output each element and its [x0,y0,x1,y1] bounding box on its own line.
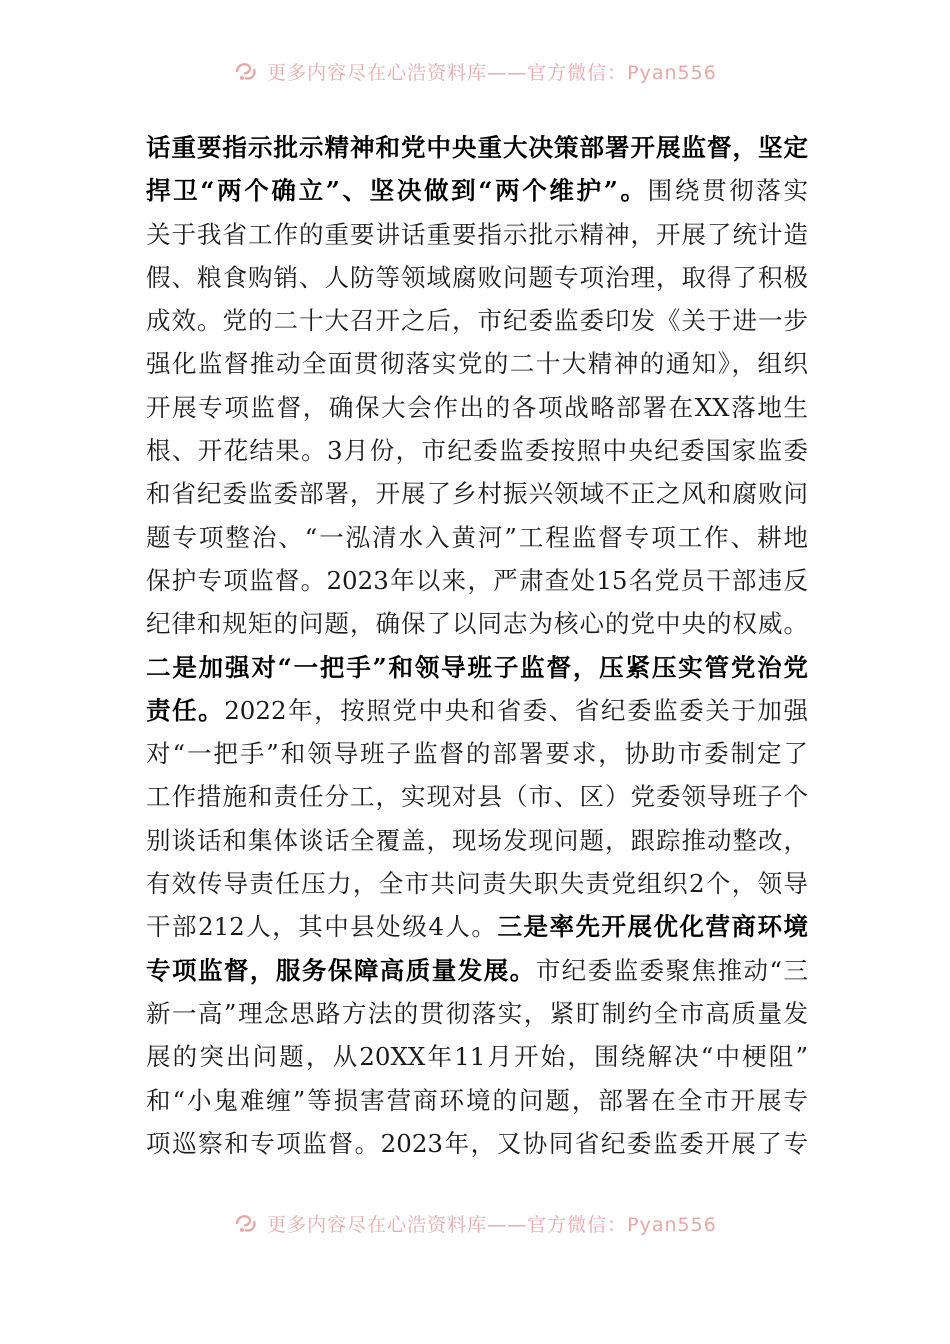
brand-logo-icon [233,1210,259,1236]
text-line [146,905,808,948]
text-line [146,646,808,689]
body-text: 工作措施和责任分工，实现对县（市、区）党委领导班子个 [146,782,808,812]
text-line [146,1122,808,1165]
bold-heading-text: 捍卫“两个确立”、坚决做到“两个维护”。 [146,176,648,206]
body-text: 题专项整治、“一泓清水入黄河”工程监督专项工作、耕地 [146,522,808,552]
body-text: 成效。党的二十大召开之后，市纪委监委印发《关于进一步 [146,306,808,336]
text-line [146,386,808,429]
text-line [146,689,808,732]
body-text: 项巡察和专项监督。2023年，又协同省纪委监委开展了专 [146,1128,808,1158]
text-line [146,516,808,559]
text-line [146,819,808,862]
body-text: 对“一把手”和领导班子监督的部署要求，协助市委制定了 [146,739,808,769]
text-line [146,559,808,602]
body-text: 干部212人，其中县处级4人。 [146,912,498,942]
body-text: 假、粮食购销、人防等领域腐败问题专项治理，取得了积极 [146,262,808,292]
footer-banner [0,1208,950,1238]
header-banner-text: 更多内容尽在心浩资料库——官方微信：Pyan556 [267,61,717,84]
body-text: 保护专项监督。2023年以来，严肃查处15名党员干部违反 [146,565,808,595]
body-text: 有效传导责任压力，全市共问责失职失责党组织2个，领导 [146,869,808,899]
text-line [146,1035,808,1078]
body-text: 市纪委监委聚焦推动“三 [535,955,808,985]
body-text: 根、开花结果。3月份，市纪委监委按照中央纪委国家监委 [146,436,808,466]
text-line [146,256,808,299]
text-line [146,429,808,472]
text-line [146,602,808,645]
text-line [146,1079,808,1122]
body-text: 新一高”理念思路方法的贯彻落实，紧盯制约全市高质量发 [146,998,808,1028]
text-line [146,732,808,775]
bold-heading-text: 三是率先开展优化营商环境 [497,912,809,942]
body-text: 和“小鬼难缠”等损害营商环境的问题，部署在全市开展专 [146,1085,808,1115]
text-line [146,949,808,992]
bold-heading-text: 责任。 [146,695,225,725]
text-line [146,862,808,905]
body-text: 别谈话和集体谈话全覆盖，现场发现问题，跟踪推动整改， [146,825,808,855]
bold-heading-text: 话重要指示批示精神和党中央重大决策部署开展监督，坚定 [146,133,808,162]
text-line [146,472,808,515]
body-paragraphs [146,126,808,1165]
text-line [146,126,808,169]
body-text: 纪律和规矩的问题，确保了以同志为核心的党中央的权威。 [146,609,808,639]
text-line [146,992,808,1035]
body-text: 展的突出问题，从20XX年11月开始，围绕解决“中梗阻” [146,1042,808,1072]
body-text: 和省纪委监委部署，开展了乡村振兴领域不正之风和腐败问 [146,479,808,509]
text-line [146,775,808,818]
body-text: 关于我省工作的重要讲话重要指示批示精神，开展了统计造 [146,219,808,249]
text-line [146,169,808,212]
body-text: 强化监督推动全面贯彻落实党的二十大精神的通知》，组织 [146,349,808,379]
body-text: 开展专项监督，确保大会作出的各项战略部署在XX落地生 [146,392,808,422]
body-text: 围绕贯彻落实 [647,176,808,206]
text-line [146,213,808,256]
header-banner [0,56,950,86]
footer-banner-text: 更多内容尽在心浩资料库——官方微信：Pyan556 [267,1213,717,1236]
body-text: 2022年，按照党中央和省委、省纪委监委关于加强 [224,695,808,725]
text-line [146,299,808,342]
text-line [146,342,808,385]
bold-heading-text: 二是加强对“一把手”和领导班子监督，压紧压实管党治党 [146,652,808,682]
brand-logo-icon [233,58,259,84]
bold-heading-text: 专项监督，服务保障高质量发展。 [146,955,536,985]
